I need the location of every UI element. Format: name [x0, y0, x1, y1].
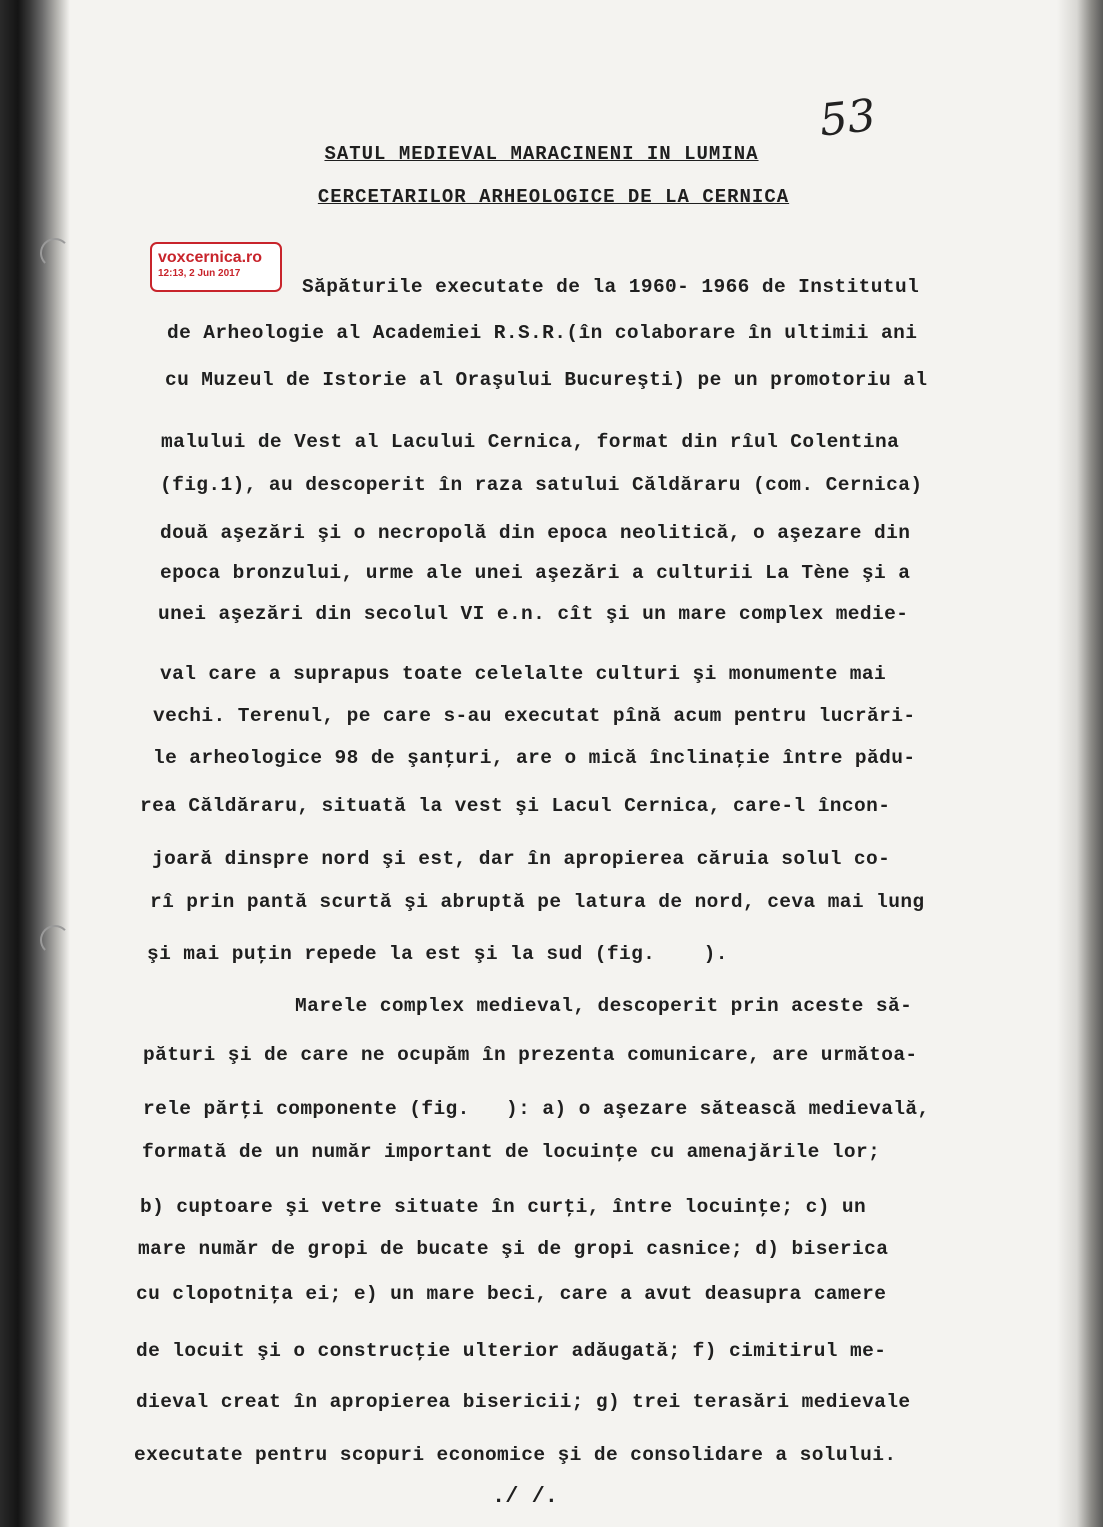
punch-hole	[40, 238, 70, 268]
text-line: de locuit şi o construcţie ulterior adăugată; f) cimitirul me-	[136, 1340, 887, 1362]
text-line: executate pentru scopuri economice şi de consolidare a solului.	[134, 1444, 897, 1466]
text-line: (fig.1), au descoperit în raza satului Căldăraru (com. Cernica)	[160, 474, 923, 496]
text-line: rî prin pantă scurtă şi abruptă pe latura de nord, ceva mai lung	[150, 891, 925, 913]
text-line: unei aşezări din secolul VI e.n. cît şi un mare complex medie-	[158, 603, 909, 625]
text-line: rele părţi componente (fig. ): a) o aşezare sătească medievală,	[143, 1098, 930, 1120]
title-line-1: SATUL MEDIEVAL MARACINENI IN LUMINA	[324, 143, 759, 165]
text-line: val care a suprapus toate celelalte culturi şi monumente mai	[160, 663, 887, 685]
folio-number: 53	[817, 89, 879, 147]
text-line: cu clopotniţa ei; e) un mare beci, care a avut deasupra camere	[136, 1283, 887, 1305]
text-line: b) cuptoare şi vetre situate în curţi, între locuinţe; c) un	[140, 1196, 867, 1218]
text-line: epoca bronzului, urme ale unei aşezări a culturii La Tène şi a	[160, 562, 911, 584]
text-line: joară dinspre nord şi est, dar în apropierea căruia solul co-	[152, 848, 891, 870]
punch-hole	[40, 925, 70, 955]
text-line: formată de un număr important de locuinţe cu amenajările lor;	[142, 1141, 881, 1163]
text-line: mare număr de gropi de bucate şi de gropi casnice; d) biserica	[138, 1238, 889, 1260]
binding-shadow	[0, 0, 70, 1527]
text-line: le arheologice 98 de şanţuri, are o mică înclinaţie între pădu-	[153, 747, 916, 769]
text-line: vechi. Terenul, pe care s-au executat pînă acum pentru lucrări-	[153, 705, 916, 727]
text-line: pături şi de care ne ocupăm în prezenta comunicare, are următoa-	[143, 1044, 918, 1066]
watermark-badge	[150, 242, 282, 292]
text-line: rea Căldăraru, situată la vest şi Lacul Cernica, care-l încon-	[140, 795, 891, 817]
text-line: şi mai puţin repede la est şi la sud (fig. ).	[147, 943, 728, 965]
watermark-site: voxcernica.ro	[158, 249, 263, 266]
text-line: Săpăturile executate de la 1960- 1966 de Institutul	[302, 276, 920, 298]
text-line: Marele complex medieval, descoperit prin aceste să-	[295, 995, 913, 1017]
text-line: cu Muzeul de Istorie al Oraşului Bucureşti) pe un promotoriu al	[165, 369, 928, 391]
page-continuation-marker: ./ /.	[492, 1484, 559, 1509]
text-line: dieval creat în apropierea bisericii; g) trei terasări medievale	[136, 1391, 911, 1413]
watermark-timestamp: 12:13, 2 Jun 2017	[158, 268, 241, 279]
page-edge-shadow	[1057, 0, 1103, 1527]
text-line: de Arheologie al Academiei R.S.R.(în colaborare în ultimii ani	[167, 322, 918, 344]
title-line-2: CERCETARILOR ARHEOLOGICE DE LA CERNICA	[317, 186, 790, 208]
text-line: malului de Vest al Lacului Cernica, format din rîul Colentina	[161, 431, 900, 453]
text-line: două aşezări şi o necropolă din epoca neolitică, o aşezare din	[160, 522, 911, 544]
